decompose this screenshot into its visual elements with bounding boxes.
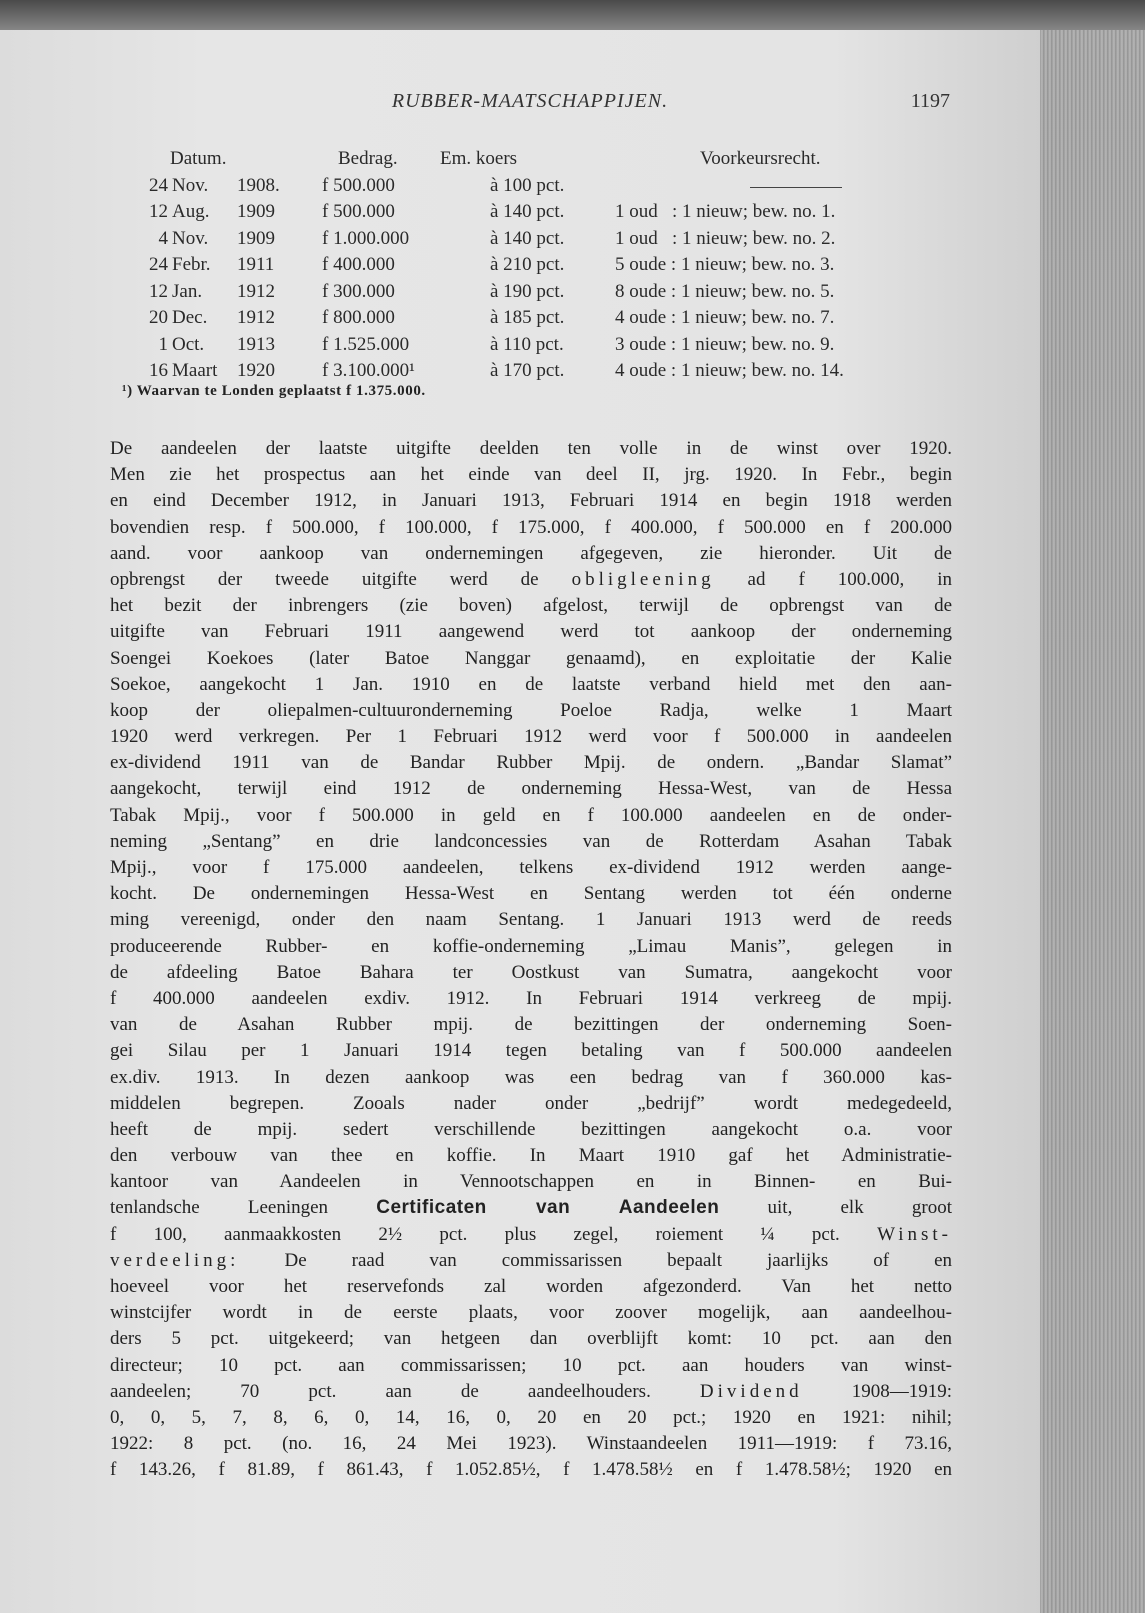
text-line: het bezit der inbrengers (zie boven) afgelost, terwijl de opbrengst van de xyxy=(110,595,952,617)
text-line: produceerende Rubber- en koffie-onderneming „Limau Manis”, gelegen in xyxy=(110,935,952,957)
cell-jaar: 1908. xyxy=(237,174,280,196)
text-line: directeur; 10 pct. aan commissarissen; 10 pct. aan houders van winst- xyxy=(110,1354,952,1376)
text-segment: opbrengst der tweede uitgifte werd de xyxy=(110,568,539,590)
table-header xyxy=(110,148,960,175)
emission-table xyxy=(110,148,960,387)
running-head xyxy=(110,90,950,120)
page-edges xyxy=(1040,30,1145,1613)
table-row xyxy=(110,254,960,281)
text-segment: ad f 100.000, in xyxy=(747,568,952,590)
cell-maand: Nov. xyxy=(172,227,209,249)
spaced-term: Dividend xyxy=(699,1380,803,1402)
text-line: 1922: 8 pct. (no. 16, 24 Mei 1923). Winstaandeelen 1911—1919: f 73.16, xyxy=(110,1433,952,1455)
text-line: ex.div. 1913. In dezen aankoop was een bedrag van f 360.000 kas- xyxy=(110,1066,952,1088)
cell-voorkeursrecht: 5 oude : 1 nieuw; bew. no. 3. xyxy=(615,254,835,275)
table-row xyxy=(110,307,960,334)
cell-bedrag: f 3.100.000¹ xyxy=(322,360,415,381)
text-line xyxy=(110,567,952,593)
text-line: f 400.000 aandeelen exdiv. 1912. In Februari 1914 verkreeg de mpij. xyxy=(110,987,952,1009)
spaced-term: obligleening xyxy=(571,568,715,590)
cell-maand: Dec. xyxy=(172,307,208,328)
spaced-term: Winst- xyxy=(877,1223,953,1245)
text-line: Soengei Koekoes (later Batoe Nanggar genaamd), en exploitatie der Kalie xyxy=(110,647,952,669)
cell-jaar: 1909 xyxy=(237,227,275,249)
cell-koers: à 100 pct. xyxy=(490,174,565,196)
cell-dag: 12 xyxy=(149,280,168,302)
cell-koers: à 170 pct. xyxy=(490,360,565,381)
cell-dag: 4 xyxy=(158,227,168,249)
text-line xyxy=(110,1379,952,1405)
cell-jaar: 1920 xyxy=(237,360,275,381)
text-line: den verbouw van thee en koffie. In Maart 1910 gaf het Administratie- xyxy=(110,1145,952,1167)
spaced-term: verdeeling: xyxy=(110,1249,240,1271)
cell-koers: à 185 pct. xyxy=(490,307,565,328)
cell-maand: Maart xyxy=(172,360,218,381)
cell-voorkeursrecht: 8 oude : 1 nieuw; bew. no. 5. xyxy=(615,280,835,302)
cell-bedrag: f 800.000 xyxy=(322,307,395,328)
text-line: 0, 0, 5, 7, 8, 6, 0, 14, 16, 0, 20 en 20 pct.; 1920 en 1921: nihil; xyxy=(110,1406,952,1428)
text-line xyxy=(110,1222,952,1248)
cell-jaar: 1913 xyxy=(237,333,275,355)
table-row xyxy=(110,201,960,228)
cell-maand: Oct. xyxy=(172,333,205,355)
text-line: aand. voor aankoop van ondernemingen afgegeven, zie hieronder. Uit de xyxy=(110,542,952,564)
text-line: Men zie het prospectus aan het einde van deel II, jrg. 1920. In Febr., begin xyxy=(110,464,952,486)
cell-voorkeursrecht: 4 oude : 1 nieuw; bew. no. 7. xyxy=(615,307,835,328)
table-row xyxy=(110,228,960,255)
text-line: koop der oliepalmen-cultuuronderneming Poeloe Radja, welke 1 Maart xyxy=(110,699,952,721)
text-line: aangekocht, terwijl eind 1912 de onderneming Hessa-West, van de Hessa xyxy=(110,778,952,800)
header-koers: Em. koers xyxy=(440,148,518,169)
text-line: gei Silau per 1 Januari 1914 tegen betaling van f 500.000 aandeelen xyxy=(110,1040,952,1062)
text-line xyxy=(110,1195,952,1221)
table-row xyxy=(110,175,960,202)
cell-koers: à 210 pct. xyxy=(490,254,565,275)
cell-jaar: 1909 xyxy=(237,201,275,222)
text-line: ex-dividend 1911 van de Bandar Rubber Mpij. de ondern. „Bandar Slamat” xyxy=(110,752,952,774)
cell-voorkeursrecht: 4 oude : 1 nieuw; bew. no. 14. xyxy=(615,360,844,381)
text-line: 1920 werd verkregen. Per 1 Februari 1912 werd voor f 500.000 in aandeelen xyxy=(110,726,952,748)
text-line: De aandeelen der laatste uitgifte deelden ten volle in de winst over 1920. xyxy=(110,438,952,459)
cell-jaar: 1912 xyxy=(237,307,275,328)
text-segment: De raad van commissarissen bepaalt jaarlijks of en xyxy=(284,1249,952,1271)
table-dash xyxy=(750,187,842,188)
text-line: Mpij., voor f 175.000 aandeelen, telkens ex-dividend 1912 werden aange- xyxy=(110,857,952,878)
text-line: winstcijfer wordt in de eerste plaats, voor zoover mogelijk, aan aandeelhou- xyxy=(110,1302,952,1324)
text-line: f 143.26, f 81.89, f 861.43, f 1.052.85½, f 1.478.58½ en f 1.478.58½; 1920 en xyxy=(110,1459,952,1481)
text-line: kocht. De ondernemingen Hessa-West en Sentang werden tot één onderne xyxy=(110,883,952,905)
text-segment: tenlandsche Leeningen xyxy=(110,1197,329,1219)
text-line: middelen begrepen. Zooals nader onder „bedrijf” wordt medegedeeld, xyxy=(110,1092,952,1114)
cell-koers: à 140 pct. xyxy=(490,227,565,249)
cell-dag: 24 xyxy=(149,254,168,275)
cell-dag: 20 xyxy=(149,307,168,328)
cell-bedrag: f 400.000 xyxy=(322,254,395,275)
header-bedrag: Bedrag. xyxy=(338,148,398,169)
page-number: 1197 xyxy=(910,90,950,112)
cell-voorkeursrecht: 1 oud : 1 nieuw; bew. no. 2. xyxy=(615,227,836,249)
cell-bedrag: f 300.000 xyxy=(322,280,395,302)
table-row xyxy=(110,281,960,308)
cell-maand: Jan. xyxy=(172,280,203,302)
cell-koers: à 190 pct. xyxy=(490,280,565,302)
text-line: en eind December 1912, in Januari 1913, Februari 1914 en begin 1918 werden xyxy=(110,490,952,512)
text-line: van de Asahan Rubber mpij. de bezittingen der onderneming Soen- xyxy=(110,1014,952,1036)
cell-jaar: 1911 xyxy=(237,254,275,275)
cell-bedrag: f 1.525.000 xyxy=(322,333,410,355)
text-segment: uit, elk groot xyxy=(767,1197,953,1219)
text-segment: f 100, aanmaakkosten 2½ pct. plus zegel, roiement ¼ pct. xyxy=(110,1223,840,1245)
cell-bedrag: f 500.000 xyxy=(322,201,395,222)
cell-dag: 24 xyxy=(149,174,168,196)
cell-dag: 16 xyxy=(149,360,168,381)
book-top-edge xyxy=(0,0,1145,32)
cell-maand: Aug. xyxy=(172,201,210,222)
text-line: hoeveel voor het reservefonds zal worden afgezonderd. Van het netto xyxy=(110,1276,952,1297)
text-line: de afdeeling Batoe Bahara ter Oostkust van Sumatra, aangekocht voor xyxy=(110,961,952,983)
cell-jaar: 1912 xyxy=(237,280,275,302)
cell-dag: 12 xyxy=(149,201,168,222)
body-text xyxy=(110,436,952,1484)
text-segment: 1908—1919: xyxy=(851,1380,953,1402)
text-line: Soekoe, aangekocht 1 Jan. 1910 en de laatste verband hield met den aan- xyxy=(110,673,952,695)
text-line: neming „Sentang” en drie landconcessies van de Rotterdam Asahan Tabak xyxy=(110,830,952,852)
cell-bedrag: f 1.000.000 xyxy=(322,227,410,249)
text-line: heeft de mpij. sedert verschillende bezittingen aangekocht o.a. voor xyxy=(110,1118,952,1140)
running-title: RUBBER-MAATSCHAPPIJEN. xyxy=(391,90,669,112)
cell-voorkeursrecht: 1 oud : 1 nieuw; bew. no. 1. xyxy=(615,201,836,222)
cell-maand: Nov. xyxy=(172,174,209,196)
cell-bedrag: f 500.000 xyxy=(322,174,395,196)
table-row xyxy=(110,334,960,361)
text-line: Tabak Mpij., voor f 500.000 in geld en f 100.000 aandeelen en de onder- xyxy=(110,804,952,826)
cell-maand: Febr. xyxy=(172,254,211,275)
cell-dag: 1 xyxy=(158,333,168,355)
header-voorkeursrecht: Voorkeursrecht. xyxy=(700,148,821,169)
text-segment: aandeelen; 70 pct. aan de aandeelhouders. xyxy=(110,1380,651,1402)
text-line: uitgifte van Februari 1911 aangewend werd tot aankoop der onderneming xyxy=(110,621,952,643)
header-datum: Datum. xyxy=(170,148,227,169)
cell-voorkeursrecht: 3 oude : 1 nieuw; bew. no. 9. xyxy=(615,333,835,355)
table-footnote: ¹) Waarvan te Londen geplaatst f 1.375.000. xyxy=(122,383,426,399)
text-line: kantoor van Aandeelen in Vennootschappen en in Binnen- en Bui- xyxy=(110,1171,952,1193)
cell-koers: à 110 pct. xyxy=(490,333,564,355)
text-line: ders 5 pct. uitgekeerd; van hetgeen dan overblijft komt: 10 pct. aan den xyxy=(110,1328,952,1350)
text-line xyxy=(110,1248,952,1274)
certificaten-heading: Certificaten van Aandeelen xyxy=(376,1197,720,1219)
text-line: bovendien resp. f 500.000, f 100.000, f 175.000, f 400.000, f 500.000 en f 200.000 xyxy=(110,516,952,538)
cell-koers: à 140 pct. xyxy=(490,201,565,222)
text-line: ming vereenigd, onder den naam Sentang. 1 Januari 1913 werd de reeds xyxy=(110,909,952,931)
